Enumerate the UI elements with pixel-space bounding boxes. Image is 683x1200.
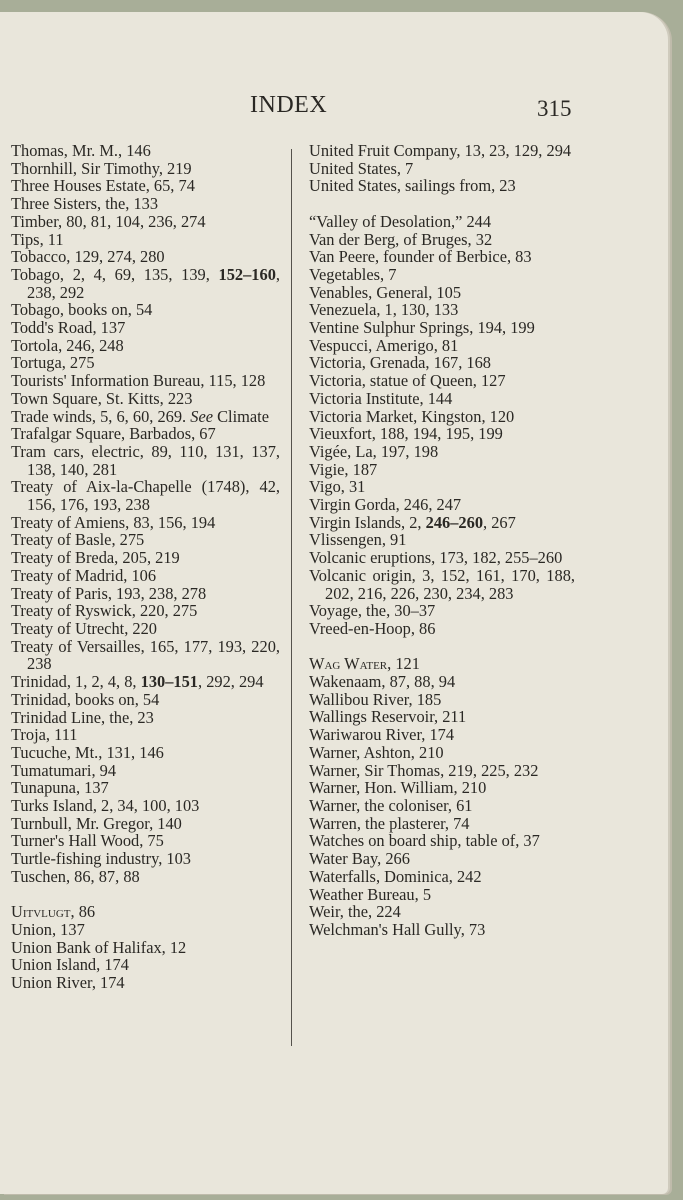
index-entry: Three Sisters, the, 133 (11, 194, 159, 214)
index-entry: Union Bank of Halifax, 12 (11, 937, 187, 957)
index-entry: Venezuela, 1, 130, 133 (309, 300, 459, 320)
section-gap (11, 886, 280, 904)
index-entry: Trinidad, books on, 54 (11, 689, 160, 709)
index-entry: Vlissengen, 91 (309, 530, 407, 550)
index-entry: Union Island, 174 (11, 955, 129, 975)
index-entry: Treaty of Aix-la-Chapelle (1748), 42, 156, 176, 193, 238 (11, 477, 280, 515)
index-entry: Warren, the plasterer, 74 (309, 813, 470, 833)
index-entry: Welchman's Hall Gully, 73 (309, 919, 486, 939)
index-entry: Treaty of Amiens, 83, 156, 194 (11, 512, 216, 532)
index-entry: Vigie, 187 (309, 459, 378, 479)
index-entry: Volcanic eruptions, 173, 182, 255–260 (309, 548, 563, 568)
section-gap (309, 638, 575, 656)
index-entry: Water Bay, 266 (309, 849, 410, 869)
index-entry: United States, sailings from, 23 (309, 176, 516, 196)
index-entry: Van Peere, founder of Berbice, 83 (309, 247, 532, 267)
index-entry: Victoria Market, Kingston, 120 (309, 406, 515, 426)
index-entry: Tucuche, Mt., 131, 146 (11, 742, 164, 762)
index-entry: Treaty of Ryswick, 220, 275 (11, 601, 198, 621)
index-entry: Union, 137 (11, 919, 85, 939)
index-entry: Warner, Sir Thomas, 219, 225, 232 (309, 760, 539, 780)
index-entry: Troja, 111 (11, 725, 78, 745)
index-entry: United Fruit Company, 13, 23, 129, 294 (309, 141, 572, 160)
index-entry: Treaty of Breda, 205, 219 (11, 548, 180, 568)
index-entry: Vigée, La, 197, 198 (309, 441, 439, 461)
index-entry: Todd's Road, 137 (11, 318, 126, 338)
index-entry: Tortola, 246, 248 (11, 335, 124, 355)
index-entry: Treaty of Basle, 275 (11, 530, 145, 550)
index-entry: United States, 7 (309, 158, 414, 178)
index-entry: Turnbull, Mr. Gregor, 140 (11, 813, 182, 833)
index-entry: Vespucci, Amerigo, 81 (309, 335, 459, 355)
index-entry: Voyage, the, 30–37 (309, 601, 436, 621)
index-entry: Van der Berg, of Bruges, 32 (309, 229, 493, 249)
index-entry: Wag Water, 121 (309, 654, 420, 674)
index-entry: Trinidad Line, the, 23 (11, 707, 154, 727)
index-entry: Tuschen, 86, 87, 88 (11, 866, 140, 886)
index-entry: Town Square, St. Kitts, 223 (11, 388, 193, 408)
index-entry: Warner, Hon. William, 210 (309, 778, 487, 798)
index-column-left (11, 142, 280, 992)
index-entry: Venables, General, 105 (309, 282, 462, 302)
index-column-right (309, 142, 575, 939)
index-entry: Timber, 80, 81, 104, 236, 274 (11, 211, 206, 231)
index-entry: Virgin Islands, 2, 246–260, 267 (309, 512, 516, 532)
index-entry: Victoria, Grenada, 167, 168 (309, 353, 491, 373)
index-entry: Trinidad, 1, 2, 4, 8, 130–151, 292, 294 (11, 672, 264, 692)
index-entry: Warner, the coloniser, 61 (309, 795, 473, 815)
index-entry: Treaty of Versailles, 165, 177, 193, 220, 238 (11, 636, 280, 674)
column-divider (291, 149, 292, 1046)
index-entry: Watches on board ship, table of, 37 (309, 831, 540, 851)
index-entry: Turks Island, 2, 34, 100, 103 (11, 796, 200, 816)
index-entry: Tourists' Information Bureau, 115, 128 (11, 371, 266, 391)
page-title: INDEX (250, 92, 328, 118)
index-entry: Three Houses Estate, 65, 74 (11, 176, 195, 196)
book-page (0, 12, 668, 1194)
index-entry: Tobago, 2, 4, 69, 135, 139, 152–160, 238, 292 (11, 264, 280, 302)
index-entry: Wallings Reservoir, 211 (309, 707, 467, 727)
page-header (0, 92, 668, 132)
index-entry: Weir, the, 224 (309, 902, 401, 922)
index-entry: Tortuga, 275 (11, 353, 95, 373)
index-entry: Treaty of Utrecht, 220 (11, 618, 157, 638)
index-entry: Warner, Ashton, 210 (309, 742, 444, 762)
index-entry: Victoria Institute, 144 (309, 388, 453, 408)
index-entry: Trade winds, 5, 6, 60, 269. See Climate (11, 406, 269, 426)
page-number: 315 (537, 96, 572, 121)
index-entry: Wakenaam, 87, 88, 94 (309, 672, 456, 692)
index-entry: Uitvlugt, 86 (11, 902, 96, 922)
index-entry: Treaty of Madrid, 106 (11, 565, 157, 585)
index-entry: Treaty of Paris, 193, 238, 278 (11, 583, 207, 603)
index-entry: Vieuxfort, 188, 194, 195, 199 (309, 424, 503, 444)
index-entry: Waterfalls, Dominica, 242 (309, 866, 482, 886)
index-entry: Vegetables, 7 (309, 264, 397, 284)
index-entry: Vigo, 31 (309, 477, 366, 497)
index-entry: Tobago, books on, 54 (11, 300, 153, 320)
index-entry: Ventine Sulphur Springs, 194, 199 (309, 318, 535, 338)
index-entry: Vreed-en-Hoop, 86 (309, 618, 436, 638)
index-entry: Tips, 11 (11, 229, 64, 249)
index-entry: Turner's Hall Wood, 75 (11, 831, 164, 851)
index-entry: Weather Bureau, 5 (309, 884, 432, 904)
index-entry: Victoria, statue of Queen, 127 (309, 371, 506, 391)
index-entry: Tobacco, 129, 274, 280 (11, 247, 165, 267)
index-entry: Turtle-fishing industry, 103 (11, 849, 191, 869)
index-entry: Thomas, Mr. M., 146 (11, 141, 151, 160)
section-gap (309, 195, 575, 213)
index-entry: Virgin Gorda, 246, 247 (309, 495, 462, 515)
index-entry: Tunapuna, 137 (11, 778, 109, 798)
index-entry: Union River, 174 (11, 973, 125, 993)
index-entry: Wariwarou River, 174 (309, 725, 455, 745)
index-entry: Thornhill, Sir Timothy, 219 (11, 158, 192, 178)
index-entry: Wallibou River, 185 (309, 689, 442, 709)
index-entry: Tram cars, electric, 89, 110, 131, 137, 138, 140, 281 (11, 441, 280, 479)
index-entry: Volcanic origin, 3, 152, 161, 170, 188, 202, 216, 226, 230, 234, 283 (309, 565, 575, 603)
index-entry: Trafalgar Square, Barbados, 67 (11, 424, 216, 444)
index-entry: “Valley of Desolation,” 244 (309, 211, 492, 231)
index-entry: Tumatumari, 94 (11, 760, 117, 780)
